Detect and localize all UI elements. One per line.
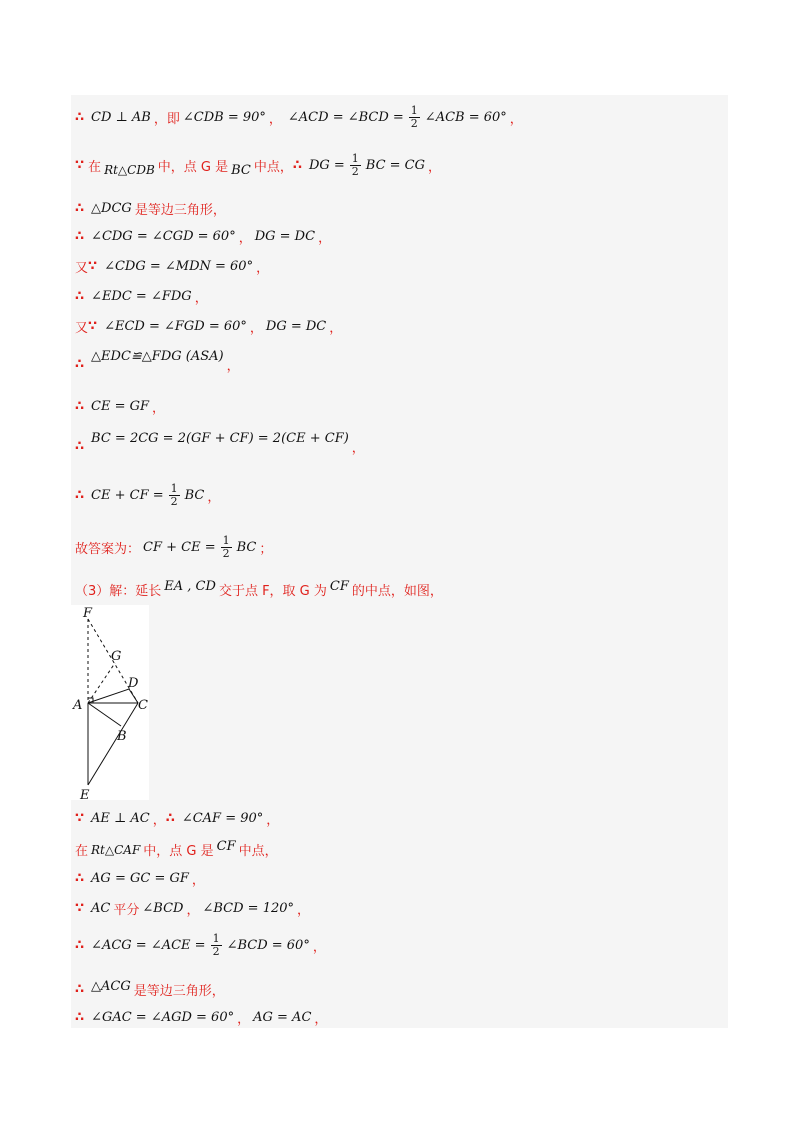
proof-line-19: ∴ △ACG 是等边三角形， xyxy=(75,979,225,999)
proof-line-14: ∵ AE ⊥ AC ， ∴ ∠CAF = 90° ， xyxy=(75,811,280,828)
fraction-half: $\frac{1}{2}$ xyxy=(410,104,418,130)
proof-line-3: ∴ △DCG 是等边三角形， xyxy=(75,201,226,218)
answer-line: 故答案为： CF + CE = $\frac{1}{2}$ BC ； xyxy=(75,534,273,560)
proof-line-1: ∴ CD ⊥ AB ，即 ∠CDB = 90° ， ∠ACD = ∠BCD = $\frac{1}{2}$ ∠ACB = 60° ， xyxy=(75,104,523,130)
proof-line-20: ∴ ∠GAC = ∠AGD = 60° ， AG = AC ， xyxy=(75,1010,328,1027)
proof-line-8: ∴ △EDC≌△FDG (ASA) ， xyxy=(75,349,240,374)
geometry-figure xyxy=(71,605,149,800)
fraction-half: $\frac{1}{2}$ xyxy=(222,534,230,560)
proof-line-18: ∴ ∠ACG = ∠ACE = $\frac{1}{2}$ ∠BCD = 60° ， xyxy=(75,932,326,958)
label-G: G xyxy=(111,649,122,664)
proof-line-4: ∴ ∠CDG = ∠CGD = 60° ， DG = DC ， xyxy=(75,229,332,246)
proof-line-17: ∵ AC 平分 ∠BCD ， ∠BCD = 120° ， xyxy=(75,901,311,918)
label-F: F xyxy=(83,606,93,621)
proof-line-16: ∴ AG = GC = GF ， xyxy=(75,871,205,888)
therefore-symbol: ∴ xyxy=(292,158,302,173)
because-symbol: ∵ xyxy=(75,158,85,173)
proof-line-10: ∴ BC = 2CG = 2(GF + CF) = 2(CE + CF) ， xyxy=(75,431,365,456)
fraction-half: $\frac{1}{2}$ xyxy=(351,152,359,178)
proof-line-2: ∵ 在 Rt△CDB 中，点 G 是 BC 中点， ∴ DG = $\frac{1}{2}$ BC = CG ， xyxy=(75,152,442,178)
proof-line-15: 在 Rt△CAF 中，点 G 是 CF 中点， xyxy=(75,839,278,859)
therefore-symbol: ∴ xyxy=(75,110,85,125)
label-C: C xyxy=(138,698,148,713)
label-E: E xyxy=(80,788,90,800)
proof-line-5: 又 ∵ ∠CDG = ∠MDN = 60° ， xyxy=(75,259,270,276)
fraction-half: $\frac{1}{2}$ xyxy=(212,932,220,958)
label-D: D xyxy=(128,676,139,691)
label-A: A xyxy=(73,698,83,713)
label-B: B xyxy=(117,729,127,744)
proof-line-7: 又 ∵ ∠ECD = ∠FGD = 60° ， DG = DC ， xyxy=(75,319,343,336)
geometry-diagram xyxy=(71,605,149,800)
part-3-intro: （3）解：延长 EA , CD 交于点 F，取 G 为 CF 的中点，如图， xyxy=(75,579,443,599)
fraction-half: $\frac{1}{2}$ xyxy=(170,482,178,508)
proof-line-11: ∴ CE + CF = $\frac{1}{2}$ BC ， xyxy=(75,482,221,508)
solution-content xyxy=(71,95,728,1028)
proof-line-9: ∴ CE = GF ， xyxy=(75,399,166,416)
proof-line-6: ∴ ∠EDC = ∠FDG ， xyxy=(75,289,208,306)
